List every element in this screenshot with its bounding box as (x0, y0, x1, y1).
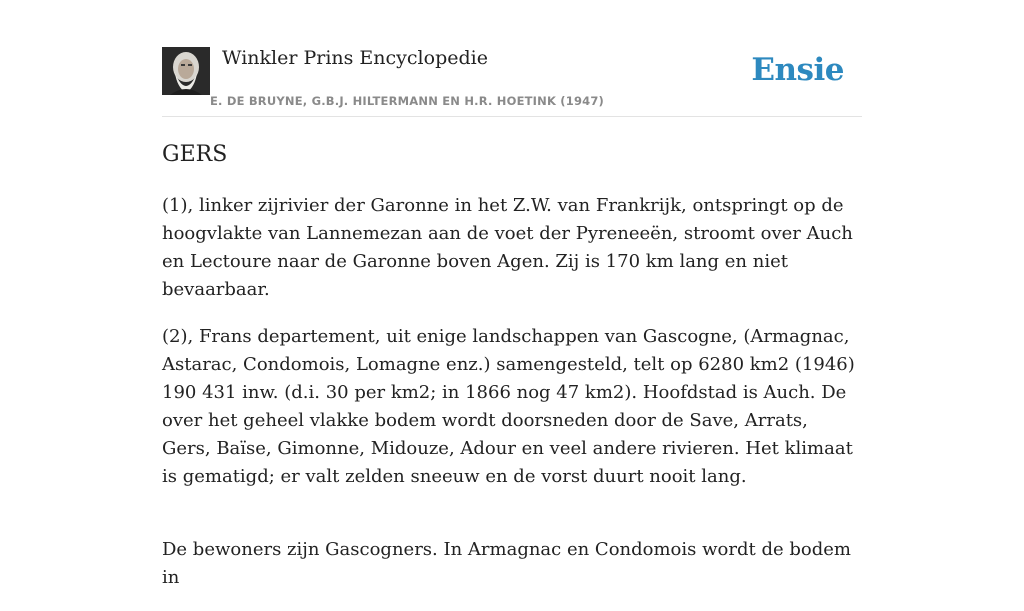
book-title[interactable]: Winkler Prins Encyclopedie (222, 47, 488, 69)
entry-body (162, 192, 862, 611)
entry-paragraph: De bewoners zijn Gascogners. In Armagnac en Condomois wordt de bodem in (162, 539, 851, 588)
ensie-logo-link[interactable]: Ensie (751, 52, 844, 88)
portrait-icon (162, 47, 210, 95)
page-header (162, 0, 862, 117)
page-content (162, 0, 862, 588)
entry-paragraph: (2), Frans departement, uit enige landschappen van Gascogne, (Armagnac, Astarac, Condomois, Lomagne enz.) samengesteld, telt op 6280 km2 (1946) 190 431 inw. (d.i. 30 per km2; in 1866 nog 47 km2). Hoofdstad is Auch. De over het geheel vlakke bodem wordt doorsneden door de Save, Arrats, Gers, Baïse, Gimonne, Midouze, Adour en veel andere rivieren. Het klimaat is gematigd; er valt zelden sneeuw en de vorst duurt nooit lang. (162, 326, 855, 487)
author-avatar[interactable] (162, 47, 210, 95)
book-authors: E. DE BRUYNE, G.B.J. HILTERMANN EN H.R. HOETINK (1947) (210, 94, 605, 108)
entry-paragraph: (1), linker zijrivier der Garonne in het Z.W. van Frankrijk, ontspringt op de hoogvlakte van Lannemezan aan de voet der Pyreneeën, stroomt over Auch en Lectoure naar de Garonne boven Agen. Zij is 170 km lang en niet bevaarbaar. (162, 195, 853, 300)
entry-title: GERS (162, 142, 228, 167)
